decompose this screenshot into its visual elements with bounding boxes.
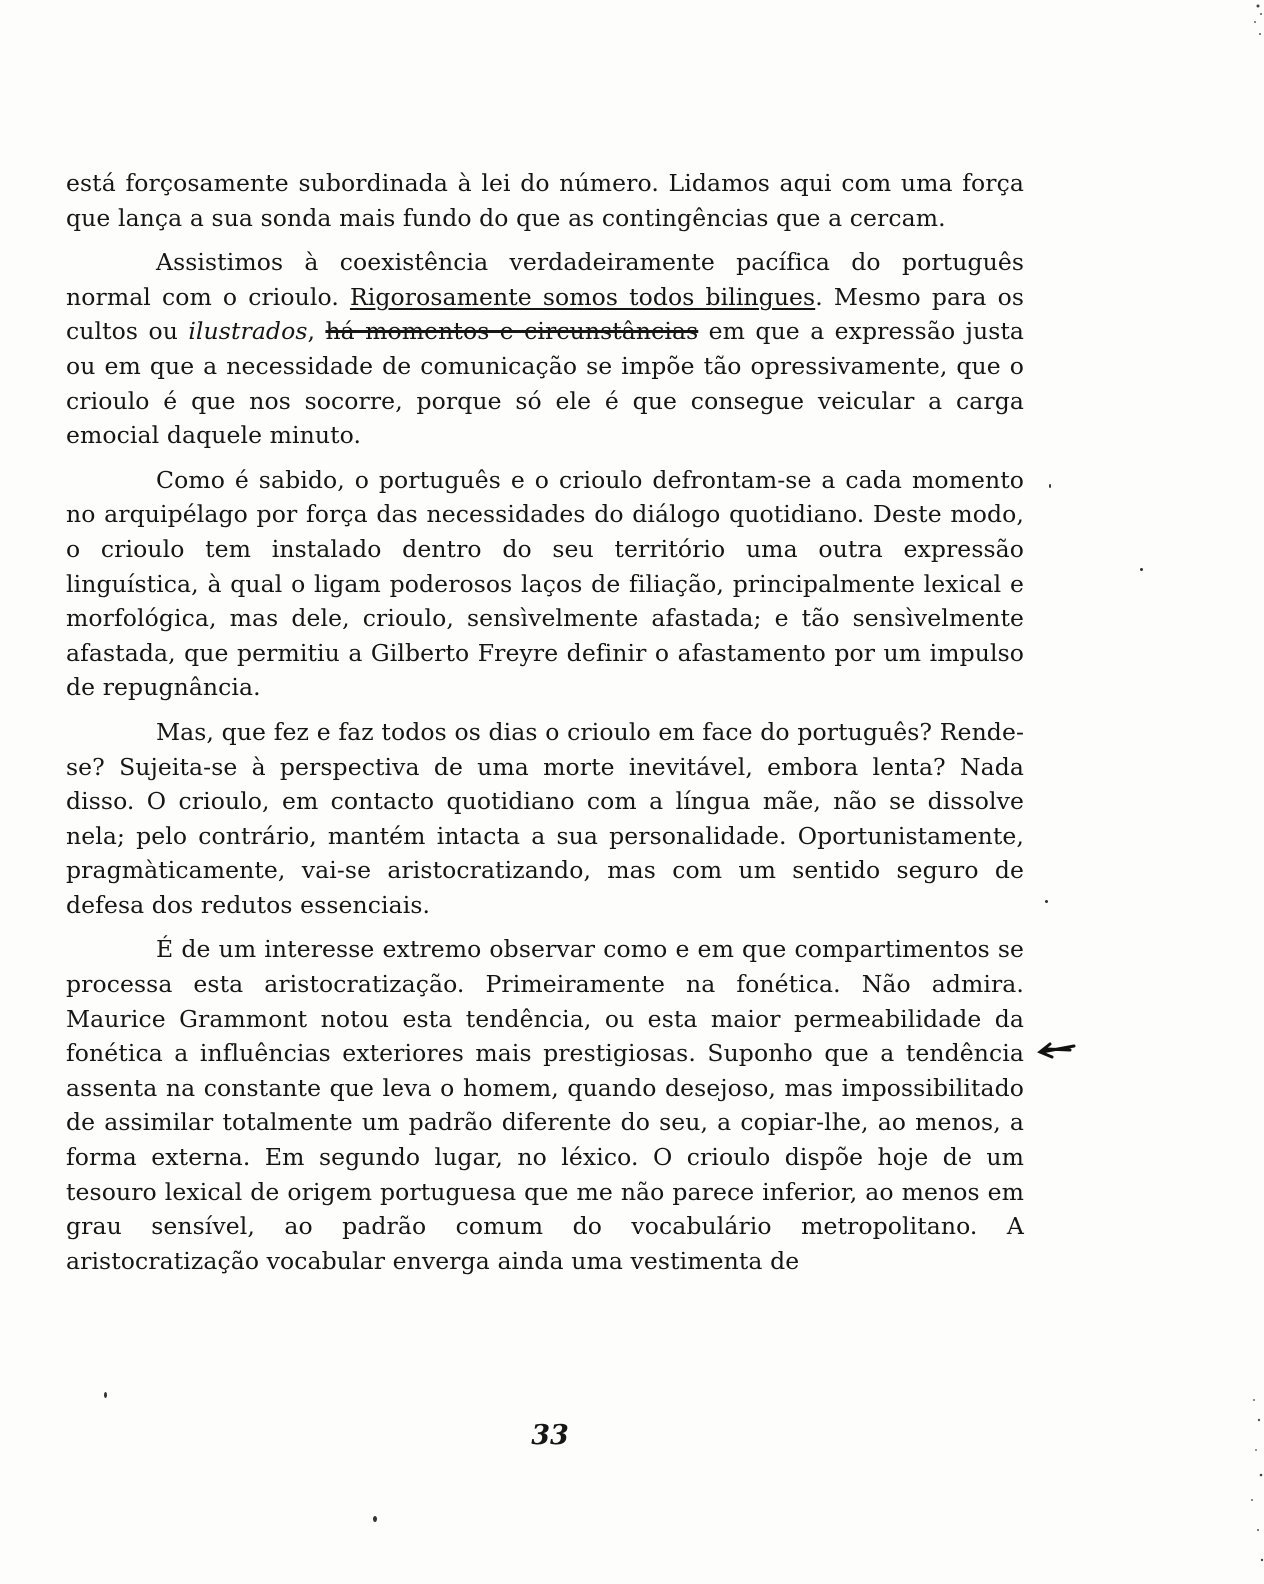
paragraph-2-part-a: Assistimos à coexistência verdadeiramente pacífica do português normal com o crioulo. [66,248,1024,311]
paragraph-2-part-c: , [307,317,326,346]
paragraph-3: Como é sabido, o português e o crioulo defrontam-se a cada momento no arquipélago por força das necessidades do diálogo quotidiano. Deste modo, o crioulo tem instalado dentro do seu território uma outra expressão linguística, à qual o ligam poderosos laços de filiação, principalmente lexical e morfológica, mas dele, crioulo, sensìvelmente afastada; e tão sensìvelmente afastada, que permitiu a Gilberto Freyre definir o afastamento por um impulso de repugnância. [66,465,1024,702]
margin-arrow-mark-icon [1036,1040,1076,1060]
paragraph-2 [66,245,1024,453]
paragraph-2-part-d: em que a expressão justa ou em que a necessidade de comunicação se impõe tão opressivamente, que o crioulo é que nos socorre, porque só ele é que consegue veicular a carga emocial daquele minuto. [66,317,1025,450]
italic-word: ilustrados [188,317,308,346]
paragraph-1: está forçosamente subordinada à lei do número. Lidamos aqui com uma força que lança a sua sonda mais fundo do que as contingências que a cercam. [66,169,1024,232]
ink-speck [1045,900,1048,903]
paragraph-4: Mas, que fez e faz todos os dias o crioulo em face do português? Rende-se? Sujeita-se à perspectiva de uma morte inevitável, embora lenta? Nada disso. O crioulo, em contacto quotidiano com a língua mãe, não se dissolve nela; pelo contrário, mantém intacta a sua personalidade. Oportunistamente, pragmàticamente, vai-se aristocratizando, mas com um sentido seguro de defesa dos redutos essenciais. [66,717,1024,919]
body-text [66,166,1024,1288]
scan-edge-noise [1246,0,1264,60]
paragraph-2-part-b: . Mesmo para os cultos ou [66,282,1024,346]
paragraph-5: É de um interesse extremo observar como e em que compartimentos se processa esta aristocratização. Primeiramente na fonética. Não admira. Maurice Grammont notou esta tendência, ou esta maior permeabilidade da fonética a influências exteriores mais prestigiosas. Suponho que a tendência assenta na constante que leva o homem, quando desejoso, mas impossibilitado de assimilar totalmente um padrão diferente do seu, a copiar-lhe, ao menos, a forma externa. Em segundo lugar, no léxico. O crioulo dispõe hoje de um tesouro lexical de origem portuguesa que me não parece inferior, ao menos em grau sensível, ao padrão comum do vocabulário metropolitano. A aristocratização vocabular enverga ainda uma vestimenta de [66,935,1024,1275]
ink-speck [1049,484,1051,488]
ink-speck [373,1516,377,1522]
ink-speck [104,1392,107,1398]
handwritten-strikethrough: há momentos e circunstâncias [325,317,699,346]
scan-edge-noise [1246,1380,1264,1580]
ink-speck [1140,568,1143,571]
handwritten-underline: Rigorosamente somos todos bilingues [349,282,816,311]
page-number: 33 [531,1420,569,1451]
